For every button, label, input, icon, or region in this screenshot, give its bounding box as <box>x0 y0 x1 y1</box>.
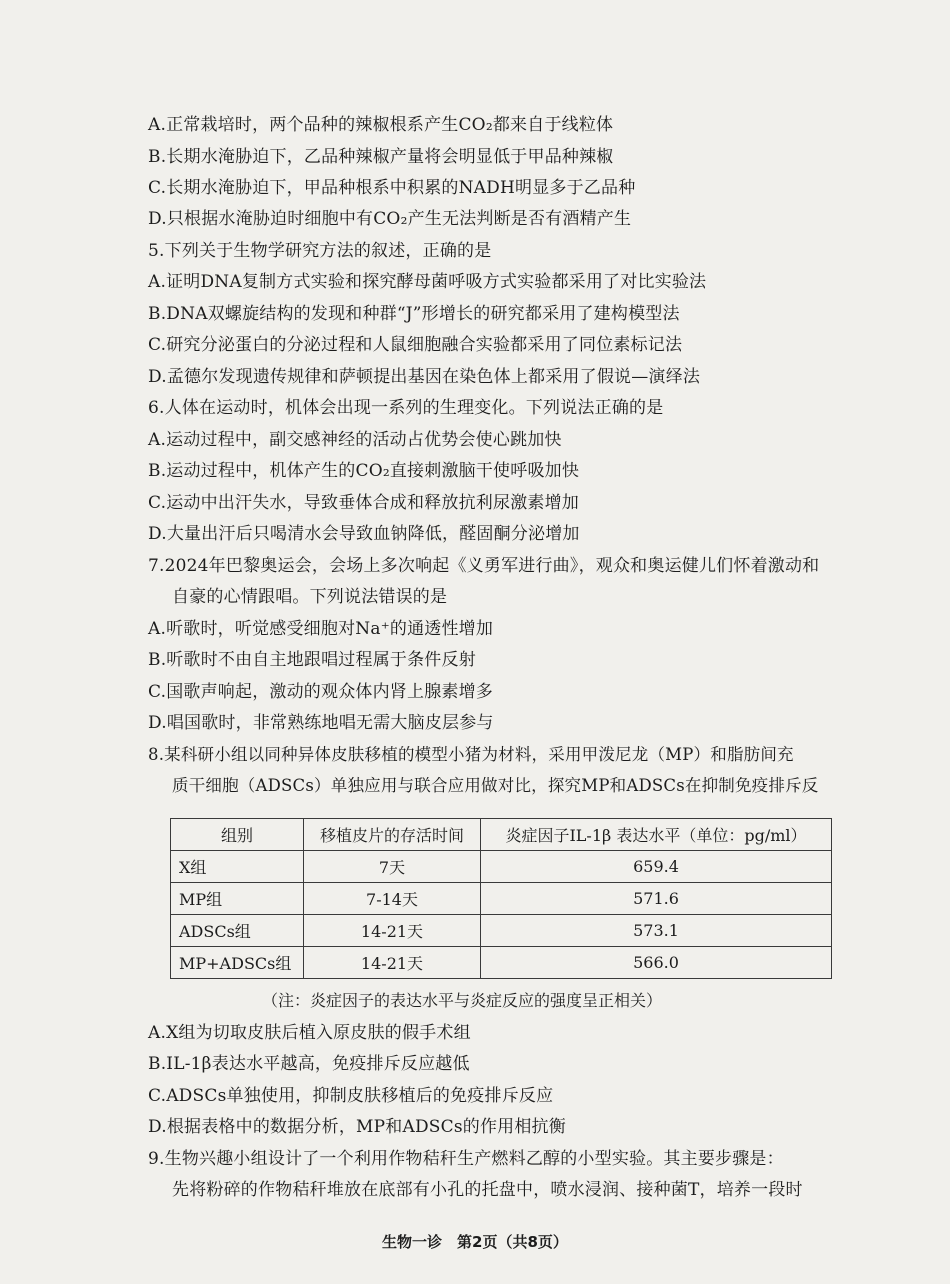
table-cell: ADSCs组 <box>171 915 304 947</box>
table-cell: 14-21天 <box>304 915 481 947</box>
table-row <box>171 947 832 979</box>
q8-option-c: C.ADSCs单独使用，抑制皮肤移植后的免疫排斥反应 <box>148 1086 554 1106</box>
q4-option-a: A.正常栽培时，两个品种的辣椒根系产生CO₂都来自于线粒体 <box>148 115 614 135</box>
q8-option-b: B.IL-1β表达水平越高，免疫排斥反应越低 <box>148 1054 470 1074</box>
q5-option-a: A.证明DNA复制方式实验和探究酵母菌呼吸方式实验都采用了对比实验法 <box>148 272 707 292</box>
q5-option-d: D.孟德尔发现遗传规律和萨顿提出基因在染色体上都采用了假说—演绎法 <box>148 367 701 387</box>
table-header-cell: 组别 <box>171 819 304 851</box>
q8-stem-line2: 质干细胞（ADSCs）单独应用与联合应用做对比，探究MP和ADSCs在抑制免疫排斥反 <box>172 776 819 795</box>
table-cell: MP+ADSCs组 <box>171 947 304 979</box>
q7-option-b: B.听歌时不由自主地跟唱过程属于条件反射 <box>148 650 476 670</box>
table-header-cell: 移植皮片的存活时间 <box>304 819 481 851</box>
table-cell: MP组 <box>171 883 304 915</box>
q8-option-d: D.根据表格中的数据分析，MP和ADSCs的作用相抗衡 <box>148 1117 566 1137</box>
q4-option-d: D.只根据水淹胁迫时细胞中有CO₂产生无法判断是否有酒精产生 <box>148 209 632 229</box>
q6-option-c: C.运动中出汗失水，导致垂体合成和释放抗利尿激素增加 <box>148 493 580 513</box>
table-cell: 566.0 <box>481 947 832 979</box>
table-cell: 573.1 <box>481 915 832 947</box>
table-cell: 14-21天 <box>304 947 481 979</box>
q9-stem-line1: 9.生物兴趣小组设计了一个利用作物秸秆生产燃料乙醇的小型实验。其主要步骤是： <box>148 1149 784 1169</box>
q7-stem-line1: 7.2024年巴黎奥运会，会场上多次响起《义勇军进行曲》，观众和奥运健儿们怀着激动和 <box>148 556 820 576</box>
q7-option-a: A.听歌时，听觉感受细胞对Na⁺的通透性增加 <box>148 619 494 639</box>
q6-option-d: D.大量出汗后只喝清水会导致血钠降低，醛固酮分泌增加 <box>148 524 580 544</box>
table-note: （注：炎症因子的表达水平与炎症反应的强度呈正相关） <box>262 991 663 1010</box>
table-row <box>171 883 832 915</box>
q4-option-b: B.长期水淹胁迫下，乙品种辣椒产量将会明显低于甲品种辣椒 <box>148 147 614 167</box>
q7-option-c: C.国歌声响起，激动的观众体内肾上腺素增多 <box>148 682 494 702</box>
results-table <box>170 818 832 979</box>
q5-option-c: C.研究分泌蛋白的分泌过程和人鼠细胞融合实验都采用了同位素标记法 <box>148 335 683 355</box>
table-row <box>171 915 832 947</box>
table-cell: 7-14天 <box>304 883 481 915</box>
page-footer: 生物一诊 第2页（共8页） <box>382 1233 568 1251</box>
table-cell: X组 <box>171 851 304 883</box>
table-cell: 659.4 <box>481 851 832 883</box>
q7-option-d: D.唱国歌时，非常熟练地唱无需大脑皮层参与 <box>148 713 494 733</box>
q5-stem: 5.下列关于生物学研究方法的叙述，正确的是 <box>148 241 492 261</box>
q9-stem-line2: 先将粉碎的作物秸秆堆放在底部有小孔的托盘中，喷水浸润、接种菌T，培养一段时 <box>172 1180 803 1200</box>
table-cell: 571.6 <box>481 883 832 915</box>
q4-option-c: C.长期水淹胁迫下，甲品种根系中积累的NADH明显多于乙品种 <box>148 178 636 198</box>
table-row <box>171 851 832 883</box>
table-cell: 7天 <box>304 851 481 883</box>
q8-stem-line1: 8.某科研小组以同种异体皮肤移植的模型小猪为材料，采用甲泼尼龙（MP）和脂肪间充 <box>148 745 794 764</box>
q6-option-b: B.运动过程中，机体产生的CO₂直接刺激脑干使呼吸加快 <box>148 461 580 481</box>
table-header-row <box>171 819 832 851</box>
q6-stem: 6.人体在运动时，机体会出现一系列的生理变化。下列说法正确的是 <box>148 398 664 418</box>
q8-option-a: A.X组为切取皮肤后植入原皮肤的假手术组 <box>148 1023 471 1043</box>
q5-option-b: B.DNA双螺旋结构的发现和种群“J”形增长的研究都采用了建构模型法 <box>148 304 680 324</box>
q6-option-a: A.运动过程中，副交感神经的活动占优势会使心跳加快 <box>148 430 562 450</box>
q7-stem-line2: 自豪的心情跟唱。下列说法错误的是 <box>172 587 448 607</box>
table-header-cell: 炎症因子IL-1β 表达水平（单位：pg/ml） <box>481 819 832 851</box>
